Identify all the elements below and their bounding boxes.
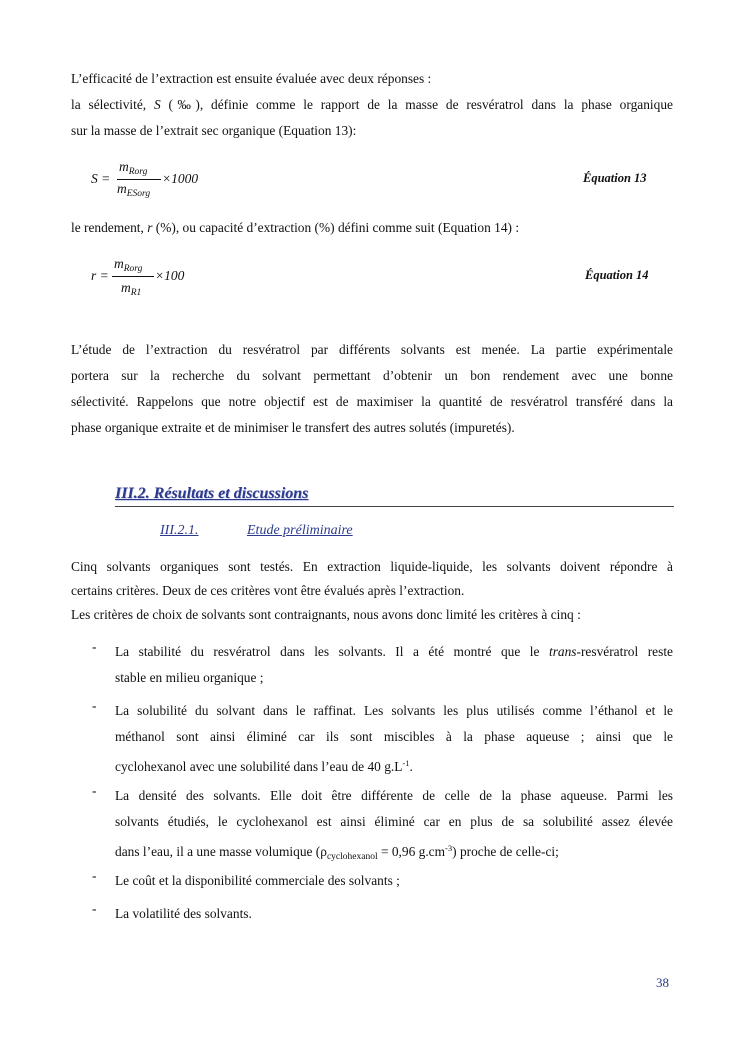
section-heading: III.2. Résultats et discussions xyxy=(115,485,309,502)
solvents-line: Les critères de choix de solvants sont contraignants, nous avons donc limité les critères à cinq : xyxy=(71,607,581,622)
solvents-line: certains critères. Deux de ces critères vont être évalués après l’extraction. xyxy=(71,583,465,598)
eq14-numerator: $m_{Rorg}$ xyxy=(114,256,143,274)
study-line: portera sur la recherche du solvant permettant d’obtenir un bon rendement avec une bonne xyxy=(71,368,673,383)
intro-paragraph xyxy=(71,66,673,144)
equation-14 xyxy=(0,254,744,304)
bullet-dash: - xyxy=(92,698,97,713)
eq13-denominator: $m_{ESorg}$ xyxy=(117,181,151,199)
bullet-item-volatility: La volatilité des solvants. xyxy=(115,906,252,921)
study-line: L’étude de l’extraction du resvératrol par différents solvants est menée. La partie expérimentale xyxy=(71,342,673,357)
eq13-label: Équation 13 xyxy=(583,171,647,185)
eq14-lhs: r = xyxy=(91,268,109,283)
study-line: phase organique extraite et de minimiser le transfert des autres solutés (impuretés). xyxy=(71,420,515,435)
bullet-dash: - xyxy=(92,901,97,916)
study-paragraph xyxy=(71,337,673,441)
yield-line: le rendement, r (%), ou capacité d’extraction (%) défini comme suit (Equation 14) : xyxy=(71,220,520,235)
eq13-fraction-bar xyxy=(117,179,161,180)
solvents-line: Cinq solvants organiques sont testés. En extraction liquide-liquide, les solvants doivent répondre à xyxy=(71,559,673,574)
eq14-fraction-bar xyxy=(112,276,154,277)
bullet-dash: - xyxy=(92,868,97,883)
intro-line-3: sur la masse de l’extrait sec organique (Equation 13): xyxy=(71,123,357,138)
bullet-item-solubility: La solubilité du solvant dans le raffinat. Les solvants les plus utilisés comme l’éthanol et le méthanol sont ainsi éliminé car ils sont miscibles à la phase aqueuse ; ainsi que le cyclohexanol avec une solubilité dans l’eau de 40 $g.L^{-1}$. xyxy=(115,703,673,774)
eq13-lhs: S = xyxy=(91,171,111,186)
subsection-title: Etude préliminaire xyxy=(247,523,353,538)
subsection-number: III.2.1. xyxy=(160,523,199,538)
page-number: 38 xyxy=(656,975,669,990)
eq14-factor: ×100 xyxy=(155,268,185,283)
intro-line-2: la sélectivité, S (‰), définie comme le rapport de la masse de resvératrol dans la phase organique xyxy=(71,97,673,112)
bullet-item-density: La densité des solvants. Elle doit être différente de celle de la phase aqueuse. Parmi les solvants étudiés, le cyclohexanol est ainsi éliminé car en plus de sa solubilité assez élevée dans l’eau, il a une masse volumique ($\rho_{cyclohexanol} = 0,96$ $g.cm^{-3}$) proche de celle-ci; xyxy=(115,788,673,862)
section-heading-rule xyxy=(115,506,674,507)
study-line: sélectivité. Rappelons que notre objectif est de maximiser la quantité de resvératrol transféré dans la xyxy=(71,394,673,409)
eq13-factor: ×1000 xyxy=(162,171,199,186)
solvents-paragraph xyxy=(71,554,673,628)
eq14-denominator: $m_{R1}$ xyxy=(121,280,142,298)
equation-13 xyxy=(0,155,744,205)
bullet-item-stability: La stabilité du resvératrol dans les solvants. Il a été montré que le trans-resvératrol reste stable en milieu organique ; xyxy=(115,644,674,685)
intro-line-1: L’efficacité de l’extraction est ensuite évaluée avec deux réponses : xyxy=(71,71,432,86)
eq13-numerator: $m_{Rorg}$ xyxy=(119,159,148,177)
bullet-dash: - xyxy=(92,639,97,654)
bullet-item-cost: Le coût et la disponibilité commerciale des solvants ; xyxy=(115,873,400,888)
bullet-dash: - xyxy=(92,783,97,798)
eq14-label: Équation 14 xyxy=(585,268,649,282)
